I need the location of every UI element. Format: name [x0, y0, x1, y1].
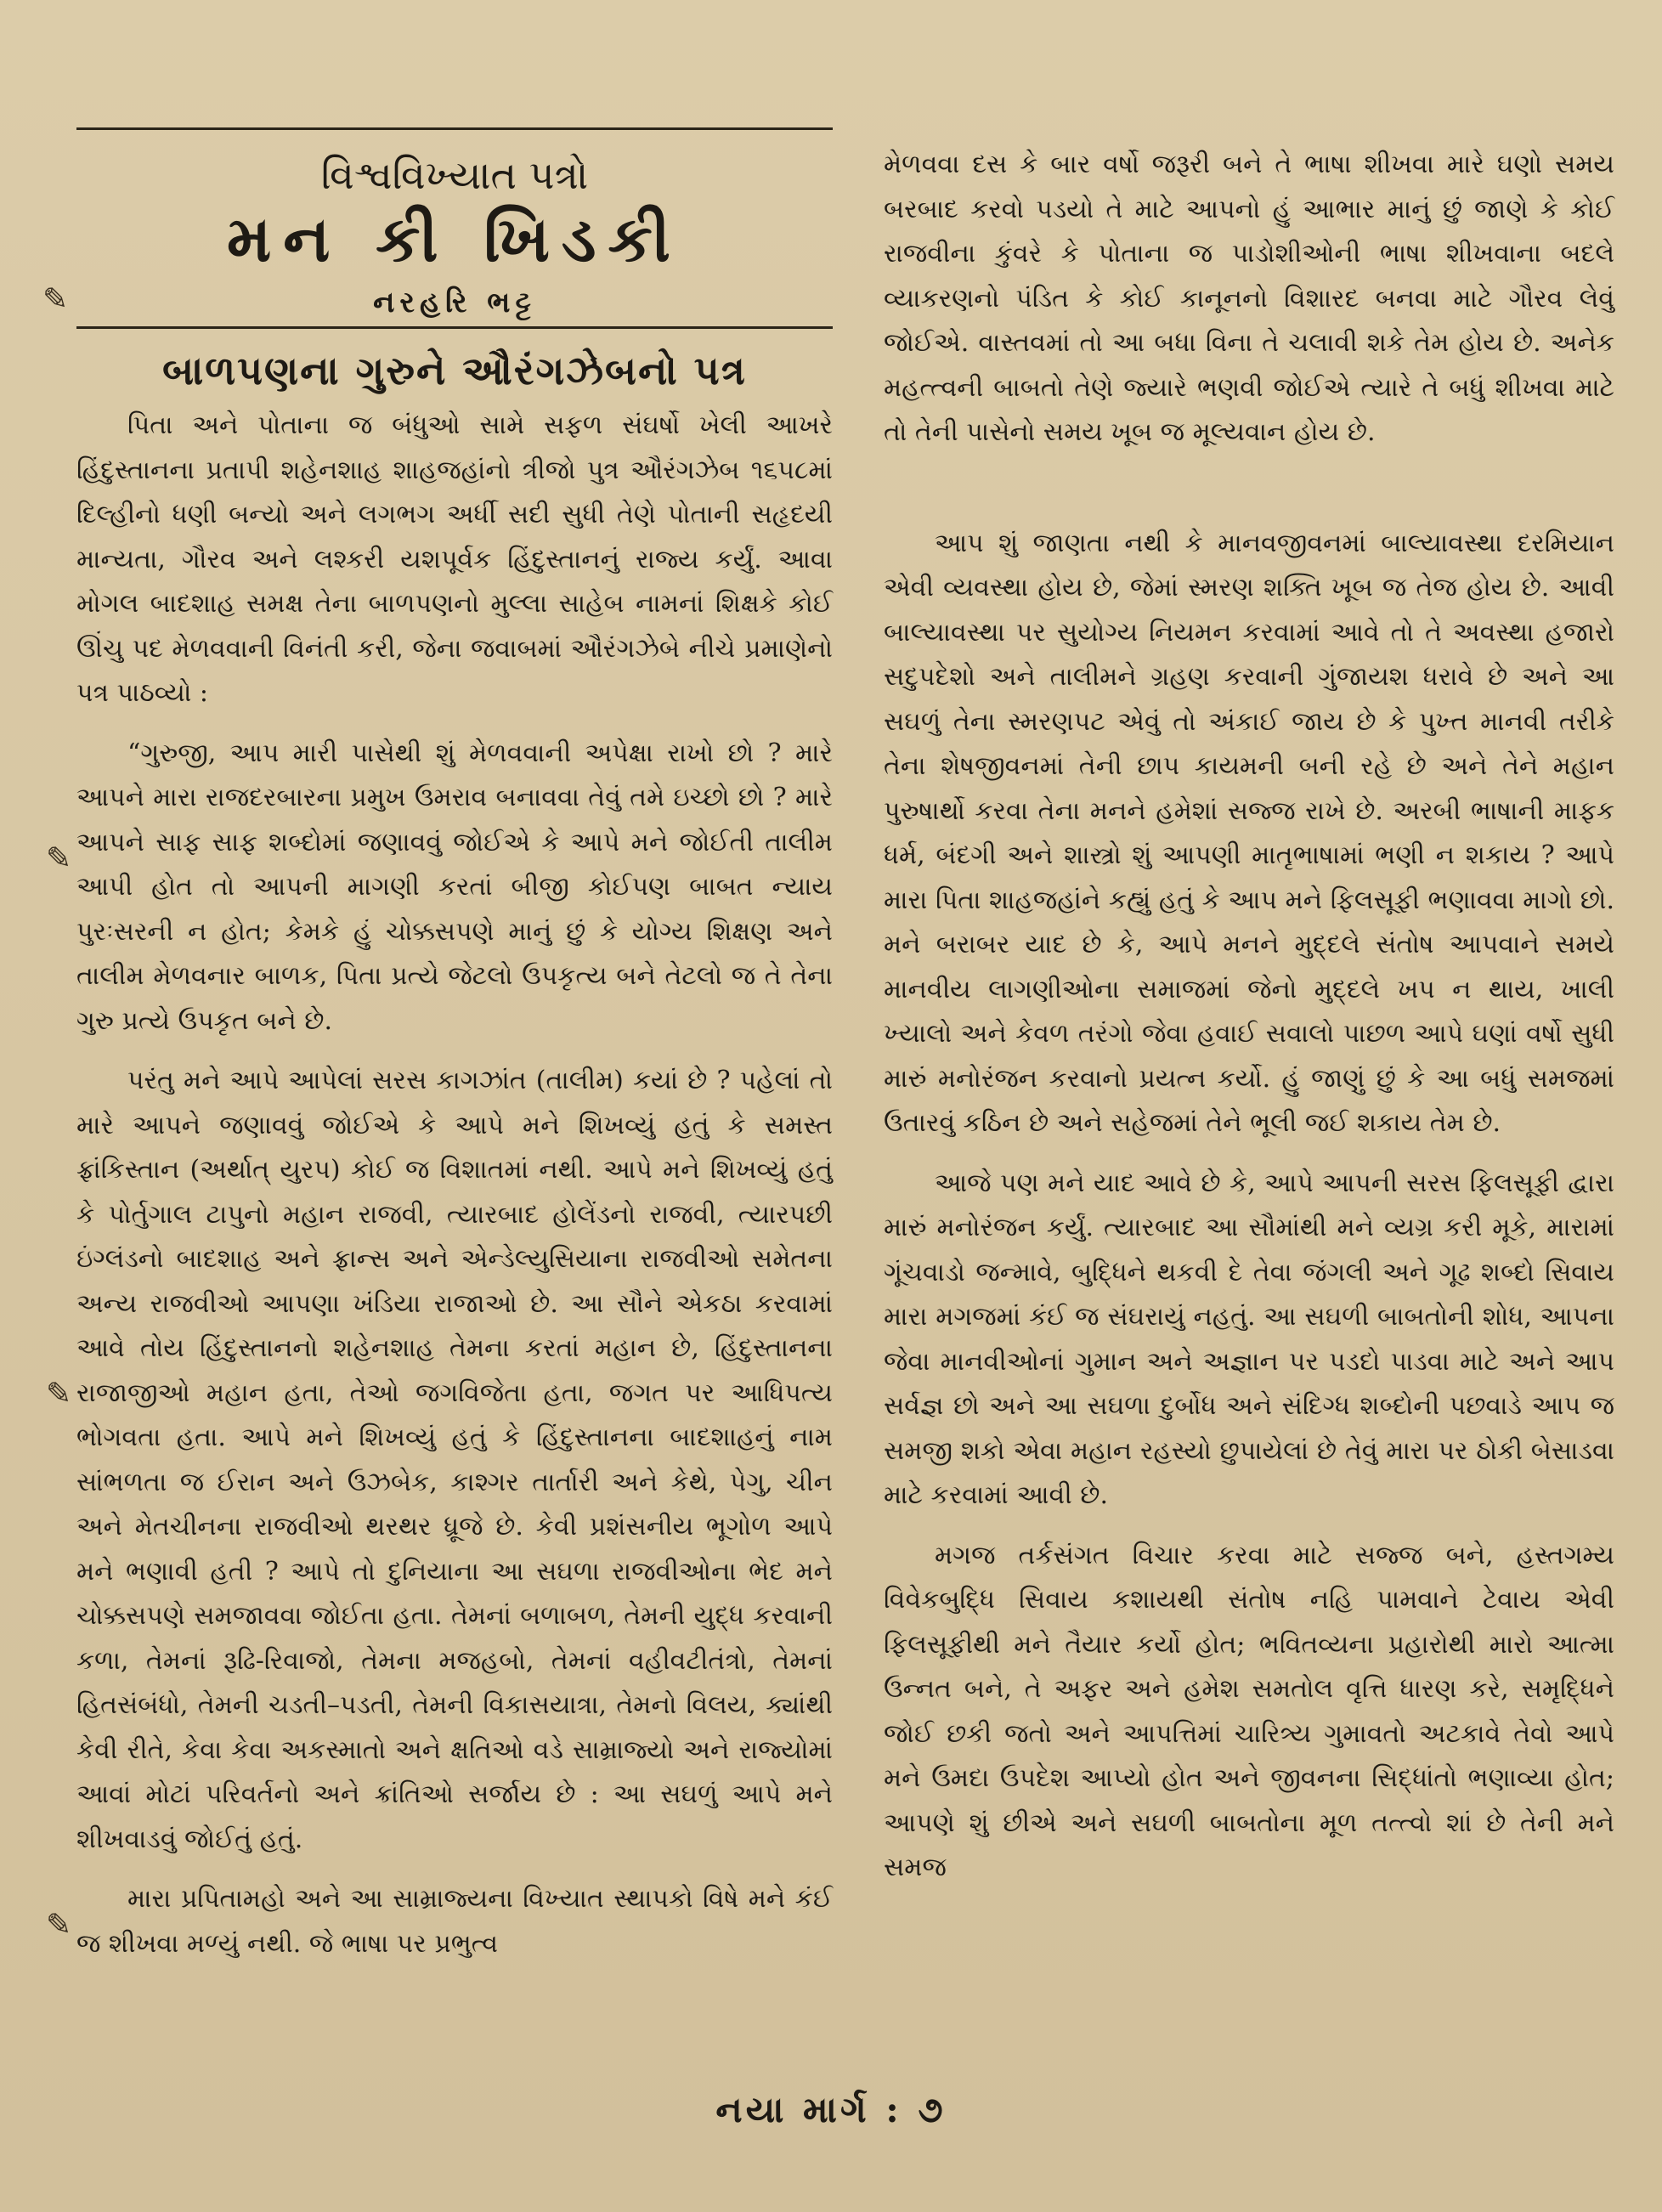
body-paragraph: આજે પણ મને યાદ આવે છે કે, આપે આપની સરસ ફિલસૂફી દ્વારા મારું મનોરંજન કર્યું. ત્યારબાદ આ સૌમાંથી મને વ્યગ્ર કરી મૂકે, મારામાં ગૂંચવાડો જન્માવે, બુદ્ધિને થકવી દે તેવા જંગલી અને ગૂઢ શબ્દો સિવાય મારા મગજમાં કંઈ જ સંઘરાયું નહતું. આ સઘળી બાબતોની શોધ, આપના જેવા માનવીઓનાં ગુમાન અને અજ્ઞાન પર પડદો પાડવા માટે અને આપ સર્વજ્ઞ છો અને આ સઘળા દુર્બોધ અને સંદિગ્ધ શબ્દોની પછવાડે આપ જ સમજી શકો એવા મહાન રહસ્યો છુપાયેલાં છે તેવું મારા પર ઠોકી બેસાડવા માટે કરવામાં આવી છે. [884, 1168, 1614, 1510]
header-rule [76, 326, 833, 329]
letter-heading: બાળપણના ગુરુને ઔરંગઝેબનો પત્ર [162, 348, 747, 393]
body-paragraph: મગજ તર્કસંગત વિચાર કરવા માટે સજ્જ બને, હસ્તગમ્ય વિવેકબુદ્ધિ સિવાય કશાયથી સંતોષ નહિ પામવાને ટેવાય એવી ફિલસૂફીથી મને તૈયાર કર્યો હોત; ભવિતવ્યના પ્રહારોથી મારો આત્મા ઉન્નત બને, તે અફર અને હમેશ સમતોલ વૃત્તિ ધારણ કરે, સમૃદ્ધિને જોઈ છકી જતો અને આપત્તિમાં ચારિત્ર્ય ગુમાવતો અટકાવે તેવો આપે મને ઉમદા ઉપદેશ આપ્યો હોત અને જીવનના સિદ્ધાંતો ભણાવ્યા હોત; આપણે શું છીએ અને સઘળી બાબતોના મૂળ તત્ત્વો શાં છે તેની મને સમજ [884, 1540, 1614, 1882]
left-column [76, 127, 833, 1982]
body-paragraph: પરંતુ મને આપે આપેલાં સરસ કાગઝાંત (તાલીમ) કયાં છે ? પહેલાં તો મારે આપને જણાવવું જોઈએ કે આપે મને શિખવ્યું હતું કે સમસ્ત ફ્રાંકિસ્તાન (અર્થાત્ યુરપ) કોઈ જ વિશાતમાં નથી. આપે મને શિખવ્યું હતું કે પોર્તુગાલ ટાપુનો મહાન રાજવી, ત્યારબાદ હોલેંડનો રાજવી, ત્યારપછી ઇંગ્લંડનો બાદશાહ અને ફ્રાન્સ અને એન્ડેલ્યુસિયાના રાજવીઓ સમેતના અન્ય રાજવીઓ આપણા ખંડિયા રાજાઓ છે. આ સૌને એકઠા કરવામાં આવે તોય હિંદુસ્તાનનો શહેનશાહ તેમના કરતાં મહાન છે, હિંદુસ્તાનના રાજાજીઓ મહાન હતા, તેઓ જગવિજેતા હતા, જગત પર આધિપત્ય ભોગવતા હતા. આપે મને શિખવ્યું હતું કે હિંદુસ્તાનના બાદશાહનું નામ સાંભળતા જ ઈરાન અને ઉઝબેક, કાશ્ગર તાર્તારી અને કેથે, પેગુ, ચીન અને મેતચીનના રાજવીઓ થરથર ધ્રૂજે છે. કેવી પ્રશંસનીય ભૂગોળ આપે મને ભણાવી હતી ? આપે તો દુનિયાના આ સઘળા રાજવીઓના ભેદ મને ચોક્કસપણે સમજાવવા જોઈતા હતા. તેમનાં બળાબળ, તેમની યુદ્ધ કરવાની કળા, તેમનાં રૂઢિ-રિવાજો, તેમના મજહબો, તેમનાં વહીવટીતંત્રો, તેમનાં હિતસંબંધો, તેમની ચડતી–પડતી, તેમની વિકાસયાત્રા, તેમનો વિલય, ક્યાંથી કેવી રીતે, કેવા કેવા અકસ્માતો અને ક્ષતિઓ વડે સામ્રાજ્યો અને રાજ્યોમાં આવાં મોટાં પરિવર્તનો અને ક્રાંતિઓ સર્જાય છે : આ સઘળું આપે મને શીખવાડવું જોઈતું હતું. [76, 1066, 833, 1854]
section-kicker: વિશ્વવિખ્યાત પત્રો [320, 152, 589, 198]
page-footer: નયા માર્ગ : ૭ [715, 2089, 947, 2130]
margin-mark: ✎ [46, 841, 72, 876]
margin-mark: ✎ [42, 282, 69, 317]
margin-mark: ✎ [46, 1908, 72, 1943]
author-name: નરહરિ ભટ્ટ [373, 286, 536, 320]
right-column [884, 143, 1614, 1906]
body-paragraph: મેળવવા દસ કે બાર વર્ષો જરૂરી બને તે ભાષા શીખવા મારે ઘણો સમય બરબાદ કરવો પડયો તે માટે આપનો હું આભાર માનું છું જાણે કે કોઈ રાજવીના કુંવરે કે પોતાના જ પાડોશીઓની ભાષા શીખવાના બદલે વ્યાકરણનો પંડિત કે કોઈ કાનૂનનો વિશારદ બનવા માટે ગૌરવ લેવું જોઈએ. વાસ્તવમાં તો આ બધા વિના તે ચલાવી શકે તેમ હોય છે. અનેક મહત્ત્વની બાબતો તેણે જ્યારે ભણવી જોઈએ ત્યારે તે બધું શીખવા માટે તો તેની પાસેનો સમય ખૂબ જ મૂલ્યવાન હોય છે. [884, 150, 1614, 447]
article-title: મન કી ખિડકી [227, 203, 682, 276]
body-paragraph: મારા પ્રપિતામહો અને આ સામ્રાજ્યના વિખ્યાત સ્થાપકો વિષે મને કંઈ જ શીખવા મળ્યું નથી. જે ભાષા પર પ્રભુત્વ [76, 1884, 833, 1959]
body-paragraph: પિતા અને પોતાના જ બંધુઓ સામે સફળ સંઘર્ષો ખેલી આખરે હિંદુસ્તાનના પ્રતાપી શહેનશાહ શાહજહાંનો ત્રીજો પુત્ર ઔરંગઝેબ ૧૬૫૮માં દિલ્હીનો ધણી બન્યો અને લગભગ અર્ધી સદી સુધી તેણે પોતાની સહૃદયી માન્યતા, ગૌરવ અને લશ્કરી યશપૂર્વક હિંદુસ્તાનનું રાજ્ય કર્યું. આવા મોગલ બાદશાહ સમક્ષ તેના બાળપણનો મુલ્લા સાહેબ નામનાં શિક્ષકે કોઈ ઊંચુ પદ મેળવવાની વિનંતી કરી, જેના જવાબમાં ઔરંગઝેબે નીચે પ્રમાણેનો પત્ર પાઠવ્યો : [76, 410, 833, 708]
article-header [76, 130, 833, 320]
body-paragraph: “ગુરુજી, આપ મારી પાસેથી શું મેળવવાની અપેક્ષા રાખો છો ? મારે આપને મારા રાજદરબારના પ્રમુખ ઉમરાવ બનાવવા તેવું તમે ઇચ્છો છો ? મારે આપને સાફ સાફ શબ્દોમાં જણાવવું જોઈએ કે આપે મને જોઈતી તાલીમ આપી હોત તો આપની માગણી કરતાં બીજી કોઈપણ બાબત ન્યાય પુરઃસરની ન હોત; કેમકે હું ચોક્કસપણે માનું છું કે યોગ્ય શિક્ષણ અને તાલીમ મેળવનાર બાળક, પિતા પ્રત્યે જેટલો ઉપકૃત્ય બને તેટલો જ તે તેના ગુરુ પ્રત્યે ઉપકૃત બને છે. [76, 738, 833, 1036]
body-paragraph: આપ શું જાણતા નથી કે માનવજીવનમાં બાલ્યાવસ્થા દરમિયાન એવી વ્યવસ્થા હોય છે, જેમાં સ્મરણ શક્તિ ખૂબ જ તેજ હોય છે. આવી બાલ્યાવસ્થા પર સુયોગ્ય નિયમન કરવામાં આવે તો તે અવસ્થા હજારો સદુપદેશો અને તાલીમને ગ્રહણ કરવાની ગુંજાયશ ધરાવે છે અને આ સઘળું તેના સ્મરણપટ એવું તો અંકાઈ જાય છે કે પુખ્ત માનવી તરીકે તેના શેષજીવનમાં તેની છાપ કાયમની બની રહે છે અને તેને મહાન પુરુષાર્થો કરવા તેના મનને હમેશાં સજ્જ રાખે છે. અરબી ભાષાની માફક ધર્મ, બંદગી અને શાસ્ત્રો શું આપણી માતૃભાષામાં ભણી ન શકાય ? આપે મારા પિતા શાહજહાંને કહ્યું હતું કે આપ મને ફિલસૂફી ભણાવવા માગો છો. મને બરાબર યાદ છે કે, આપે મનને મુદ્દલે સંતોષ આપવાને સમયે માનવીય લાગણીઓના સમાજમાં જેનો મુદ્દલે ખપ ન થાય, ખાલી ખ્યાલો અને કેવળ તરંગો જેવા હવાઈ સવાલો પાછળ આપે ઘણાં વર્ષો સુધી મારું મનોરંજન કરવાનો પ્રયત્ન કર્યો. હું જાણું છું કે આ બધું સમજમાં ઉતારવું કઠિન છે અને સહેજમાં તેને ભૂલી જઈ શકાય તેમ છે. [884, 528, 1614, 1138]
margin-mark: ✎ [46, 1377, 72, 1411]
